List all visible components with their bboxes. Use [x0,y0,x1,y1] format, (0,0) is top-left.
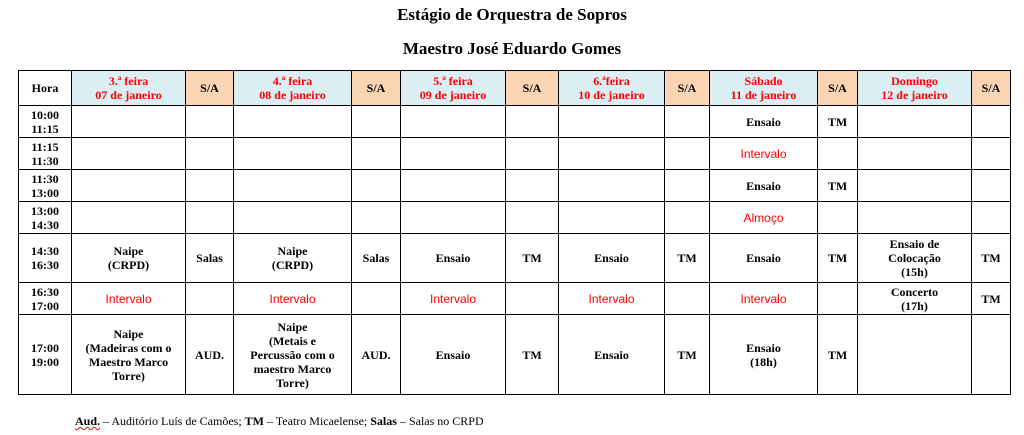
sa-header: S/A [972,71,1011,106]
location-cell [506,202,559,234]
location-text: TM [827,178,848,193]
activity-cell [710,283,818,315]
time-cell [19,106,72,138]
day-date: 07 de janeiro [95,88,162,102]
location-cell [186,283,234,315]
activity-cell [710,234,818,283]
time-start: 11:15 [31,139,59,154]
time-cell [19,138,72,170]
hora-header: Hora [19,71,72,106]
time-start: 11:30 [31,171,59,186]
activity-cell [234,170,352,202]
location-cell [352,315,401,395]
location-cell [352,202,401,234]
location-cell [352,106,401,138]
activity-cell [710,106,818,138]
table-row [19,106,1011,138]
location-cell [972,106,1011,138]
location-cell [506,315,559,395]
time-start: 13:00 [31,203,59,218]
time-end: 19:00 [31,354,59,369]
time-end: 11:15 [31,121,59,136]
sa-header: S/A [506,71,559,106]
table-row [19,202,1011,234]
location-cell [972,283,1011,315]
activity-text: Ensaio de Colocação (15h) [888,237,941,279]
location-cell [352,234,401,283]
day-name: 6.ªfeira [593,74,630,88]
table-row [19,170,1011,202]
activity-text: Intervalo [105,291,152,306]
legend-aud-text: – Auditório Luís de Camões; [100,414,245,428]
activity-cell [72,138,186,170]
location-text: TM [981,251,1001,265]
activity-text: Ensaio [746,178,781,193]
activity-text: Intervalo [740,291,787,306]
time-end: 13:00 [31,185,59,200]
activity-cell [858,106,972,138]
time-cell [19,315,72,395]
activity-cell [72,234,186,283]
table-row [19,283,1011,315]
activity-cell [72,315,186,395]
activity-cell [234,283,352,315]
day-header [559,71,665,106]
activity-cell [559,138,665,170]
location-cell [506,283,559,315]
location-cell [818,202,858,234]
activity-cell [72,283,186,315]
activity-text: Ensaio (18h) [746,340,781,369]
activity-cell [559,202,665,234]
activity-cell [234,315,352,395]
day-date: 12 de janeiro [881,88,948,102]
sa-header: S/A [186,71,234,106]
activity-cell [401,138,506,170]
sa-header: S/A [818,71,858,106]
activity-text: Intervalo [740,146,787,161]
location-cell [186,202,234,234]
sa-header: S/A [352,71,401,106]
table-row [19,138,1011,170]
activity-cell [72,170,186,202]
activity-cell [401,315,506,395]
day-header [72,71,186,106]
location-text: Salas [196,251,223,265]
activity-text: Ensaio [746,114,781,129]
activity-text: Ensaio [435,251,471,265]
time-start: 17:00 [31,340,59,355]
location-cell [665,234,710,283]
location-cell [972,170,1011,202]
legend-tm-text: – Teatro Micaelense; [264,414,371,428]
activity-cell [858,283,972,315]
time-cell [19,234,72,283]
legend-aud-abbr: Aud. [75,414,101,428]
location-cell [972,315,1011,395]
activity-text: Naipe (CRPD) [271,244,314,272]
location-cell [665,315,710,395]
table-row [19,315,1011,395]
legend [75,414,484,429]
activity-cell [858,234,972,283]
location-cell [506,234,559,283]
location-text: AUD. [195,347,224,362]
activity-cell [858,202,972,234]
activity-cell [401,234,506,283]
activity-cell [401,202,506,234]
document-subtitle: Maestro José Eduardo Gomes [402,39,622,58]
day-name: 5.ª feira [433,74,473,88]
location-cell [506,170,559,202]
location-cell [352,170,401,202]
day-date: 10 de janeiro [578,88,645,102]
activity-cell [234,202,352,234]
activity-cell [401,283,506,315]
day-name: 4.ª feira [272,74,313,88]
activity-text: Intervalo [429,291,477,306]
day-date: 08 de janeiro [259,88,326,102]
header-row [19,71,1011,106]
time-start: 16:30 [31,284,59,299]
location-text: TM [522,347,542,362]
time-end: 11:30 [31,153,59,168]
location-cell [972,138,1011,170]
legend-salas-text: – Salas no CRPD [396,414,484,428]
location-text: AUD. [361,347,391,362]
location-text: TM [981,291,1001,306]
legend-tm-abbr: TM [244,414,265,428]
location-cell [186,106,234,138]
table-row [19,234,1011,283]
activity-text: Ensaio [594,251,629,265]
location-cell [665,106,710,138]
time-end: 16:30 [31,258,59,272]
location-cell [818,234,858,283]
location-text: TM [827,114,848,129]
location-cell [665,170,710,202]
day-date: 09 de janeiro [419,88,487,102]
document-title: Estágio de Orquestra de Sopros [397,5,627,24]
activity-cell [234,234,352,283]
time-end: 17:00 [31,298,59,313]
activity-text: Concerto (17h) [890,284,939,313]
location-cell [186,138,234,170]
location-cell [818,170,858,202]
time-cell [19,283,72,315]
location-cell [818,106,858,138]
activity-text: Ensaio [435,347,471,362]
activity-text: Intervalo [269,291,316,306]
location-text: TM [677,251,697,265]
activity-text: Almoço [743,210,784,225]
time-cell [19,170,72,202]
location-cell [665,138,710,170]
location-cell [972,234,1011,283]
location-cell [506,138,559,170]
activity-cell [234,138,352,170]
activity-text: Ensaio [746,251,781,265]
location-cell [352,283,401,315]
location-cell [665,283,710,315]
activity-cell [559,170,665,202]
activity-cell [559,283,665,315]
location-cell [506,106,559,138]
location-text: TM [827,251,848,265]
location-cell [818,138,858,170]
day-header [401,71,506,106]
location-cell [186,170,234,202]
activity-cell [72,202,186,234]
day-date: 11 de janeiro [730,88,797,102]
day-name: Sábado [744,74,783,88]
location-cell [818,283,858,315]
activity-cell [234,106,352,138]
location-cell [665,202,710,234]
time-start: 14:30 [31,244,59,258]
activity-text: Naipe (Madeiras com o Maestro Marco Torre) [85,326,172,383]
schedule-table [18,70,1011,395]
activity-text: Ensaio [594,347,629,362]
activity-cell [72,106,186,138]
activity-cell [710,170,818,202]
activity-text: Naipe (Metais e Percussão com o maestro Marco Torre) [250,319,335,390]
activity-cell [710,138,818,170]
legend-salas-abbr: Salas [370,414,397,428]
time-start: 10:00 [31,107,59,122]
activity-text: Naipe (CRPD) [107,244,150,272]
location-cell [972,202,1011,234]
time-end: 14:30 [31,217,59,232]
activity-cell [401,106,506,138]
location-text: TM [522,251,542,265]
activity-cell [559,234,665,283]
location-cell [352,138,401,170]
activity-cell [858,170,972,202]
day-name: Domingo [891,74,938,88]
activity-cell [710,315,818,395]
location-text: Salas [362,251,390,265]
location-cell [818,315,858,395]
location-cell [186,315,234,395]
location-text: TM [827,347,848,362]
time-cell [19,202,72,234]
activity-cell [858,315,972,395]
activity-cell [858,138,972,170]
location-cell [186,234,234,283]
activity-cell [559,315,665,395]
activity-cell [559,106,665,138]
activity-cell [710,202,818,234]
sa-header: S/A [665,71,710,106]
day-name: 3.ª feira [108,74,149,88]
activity-cell [401,170,506,202]
day-header [710,71,818,106]
day-header [858,71,972,106]
location-text: TM [677,347,697,362]
activity-text: Intervalo [588,291,635,306]
day-header [234,71,352,106]
